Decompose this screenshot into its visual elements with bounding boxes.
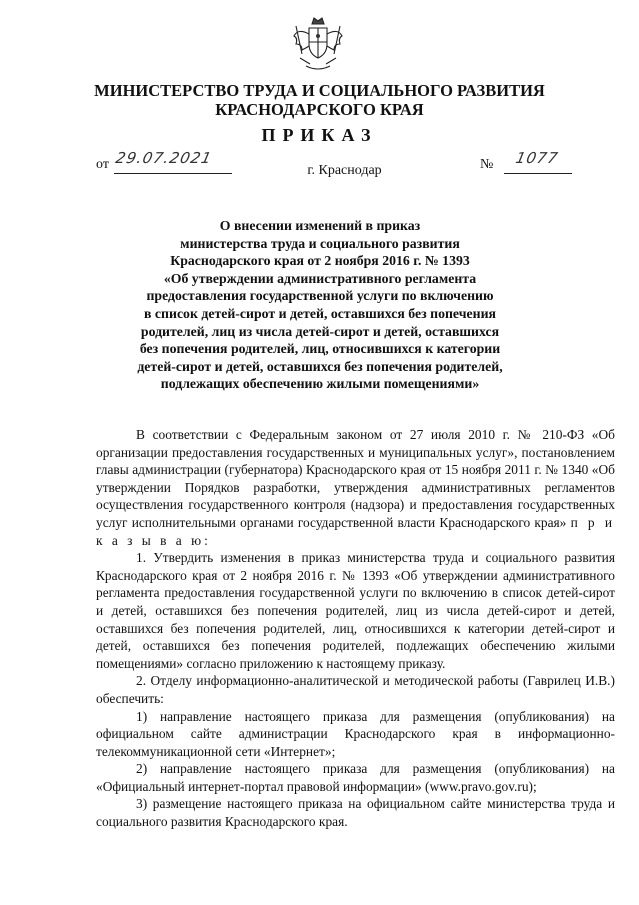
item-1-paragraph: 1. Утвердить изменения в приказ министерства труда и социального развития Краснодарского края от 2 ноября 2016 г. № 1393 «Об утверждении административного регламента предоставления государственной услуги по включению в список детей-сирот и детей, оставшихся без попечения родителей, лиц из числа детей-сирот и детей, оставшихся без попечения родителей, лиц, относившихся к категории детей-сирот и детей, оставшихся без попечения родителей, подлежащих обеспечению жилыми помещениями» согласно приложению к настоящему приказу. [96, 550, 615, 671]
city-label: г. Краснодар [307, 163, 382, 178]
subject-line: родителей, лиц из числа детей-сирот и детей, оставшихся [140, 323, 500, 339]
handwritten-date: 29.07.2021 [114, 149, 214, 167]
handwritten-number: 1077 [514, 149, 561, 167]
item-2-1-paragraph: 1) направление настоящего приказа для размещения (опубликования) на официальном сайте администрации Краснодарского края в информационно-телекоммуникационной сети «Интернет»; [96, 708, 615, 759]
coat-of-arms-emblem [288, 14, 348, 74]
item-2-2-paragraph: 2) направление настоящего приказа для размещения (опубликования) на «Официальный интернет-портал правовой информации» (www.pravo.gov.ru); [96, 761, 615, 794]
subject-line: подлежащих обеспечению жилыми помещениями» [160, 376, 480, 392]
subject-line: детей-сирот и детей, оставшихся без попечения родителей, [137, 358, 503, 374]
subject-line: «Об утверждении административного регламента [163, 270, 477, 286]
item-2-paragraph: 2. Отделу информационно-аналитической и методической работы (Гаврилец И.В.) обеспечить: [96, 673, 615, 706]
order-body [96, 426, 615, 831]
subject-line: предоставления государственной услуги по включению [146, 288, 494, 304]
number-field [504, 149, 572, 174]
date-prefix: от [96, 157, 109, 172]
subject-line: министерства труда и социального развития [180, 235, 460, 251]
item-2-3-paragraph: 3) размещение настоящего приказа на официальном сайте министерства труда и социального развития Краснодарского края. [96, 796, 615, 830]
orders-word: п р и к а з ы в а ю: [96, 514, 615, 548]
subject-line: без попечения родителей, лиц, относившихся к категории [139, 341, 501, 357]
preamble-paragraph [96, 426, 615, 549]
ministry-name-line1: МИНИСТЕРСТВО ТРУДА И СОЦИАЛЬНОГО РАЗВИТИЯ [94, 81, 545, 100]
document-type-title: ПРИКАЗ [261, 125, 378, 145]
subject-line: Краснодарского края от 2 ноября 2016 г. № 1393 [170, 253, 470, 269]
number-prefix: № [480, 157, 494, 172]
order-subject [130, 217, 510, 393]
preamble-text: В соответствии с Федеральным законом от 27 июля 2010 г. № 210-ФЗ «Об организации предоставления государственных и муниципальных услуг», постановлением главы администрации (губернатора) Краснодарского края от 15 ноября 2011 г. № 1340 «Об утверждении Порядков разработки, утверждения административных регламентов осуществления государственного контроля (надзора) и предоставления государственных услуг исполнительными органами государственной власти Краснодарского края» [96, 427, 615, 530]
subject-line: в список детей-сирот и детей, оставшихся без попечения [144, 305, 496, 321]
subject-line: О внесении изменений в приказ [219, 218, 421, 233]
ministry-name-line2: КРАСНОДАРСКОГО КРАЯ [215, 100, 424, 119]
